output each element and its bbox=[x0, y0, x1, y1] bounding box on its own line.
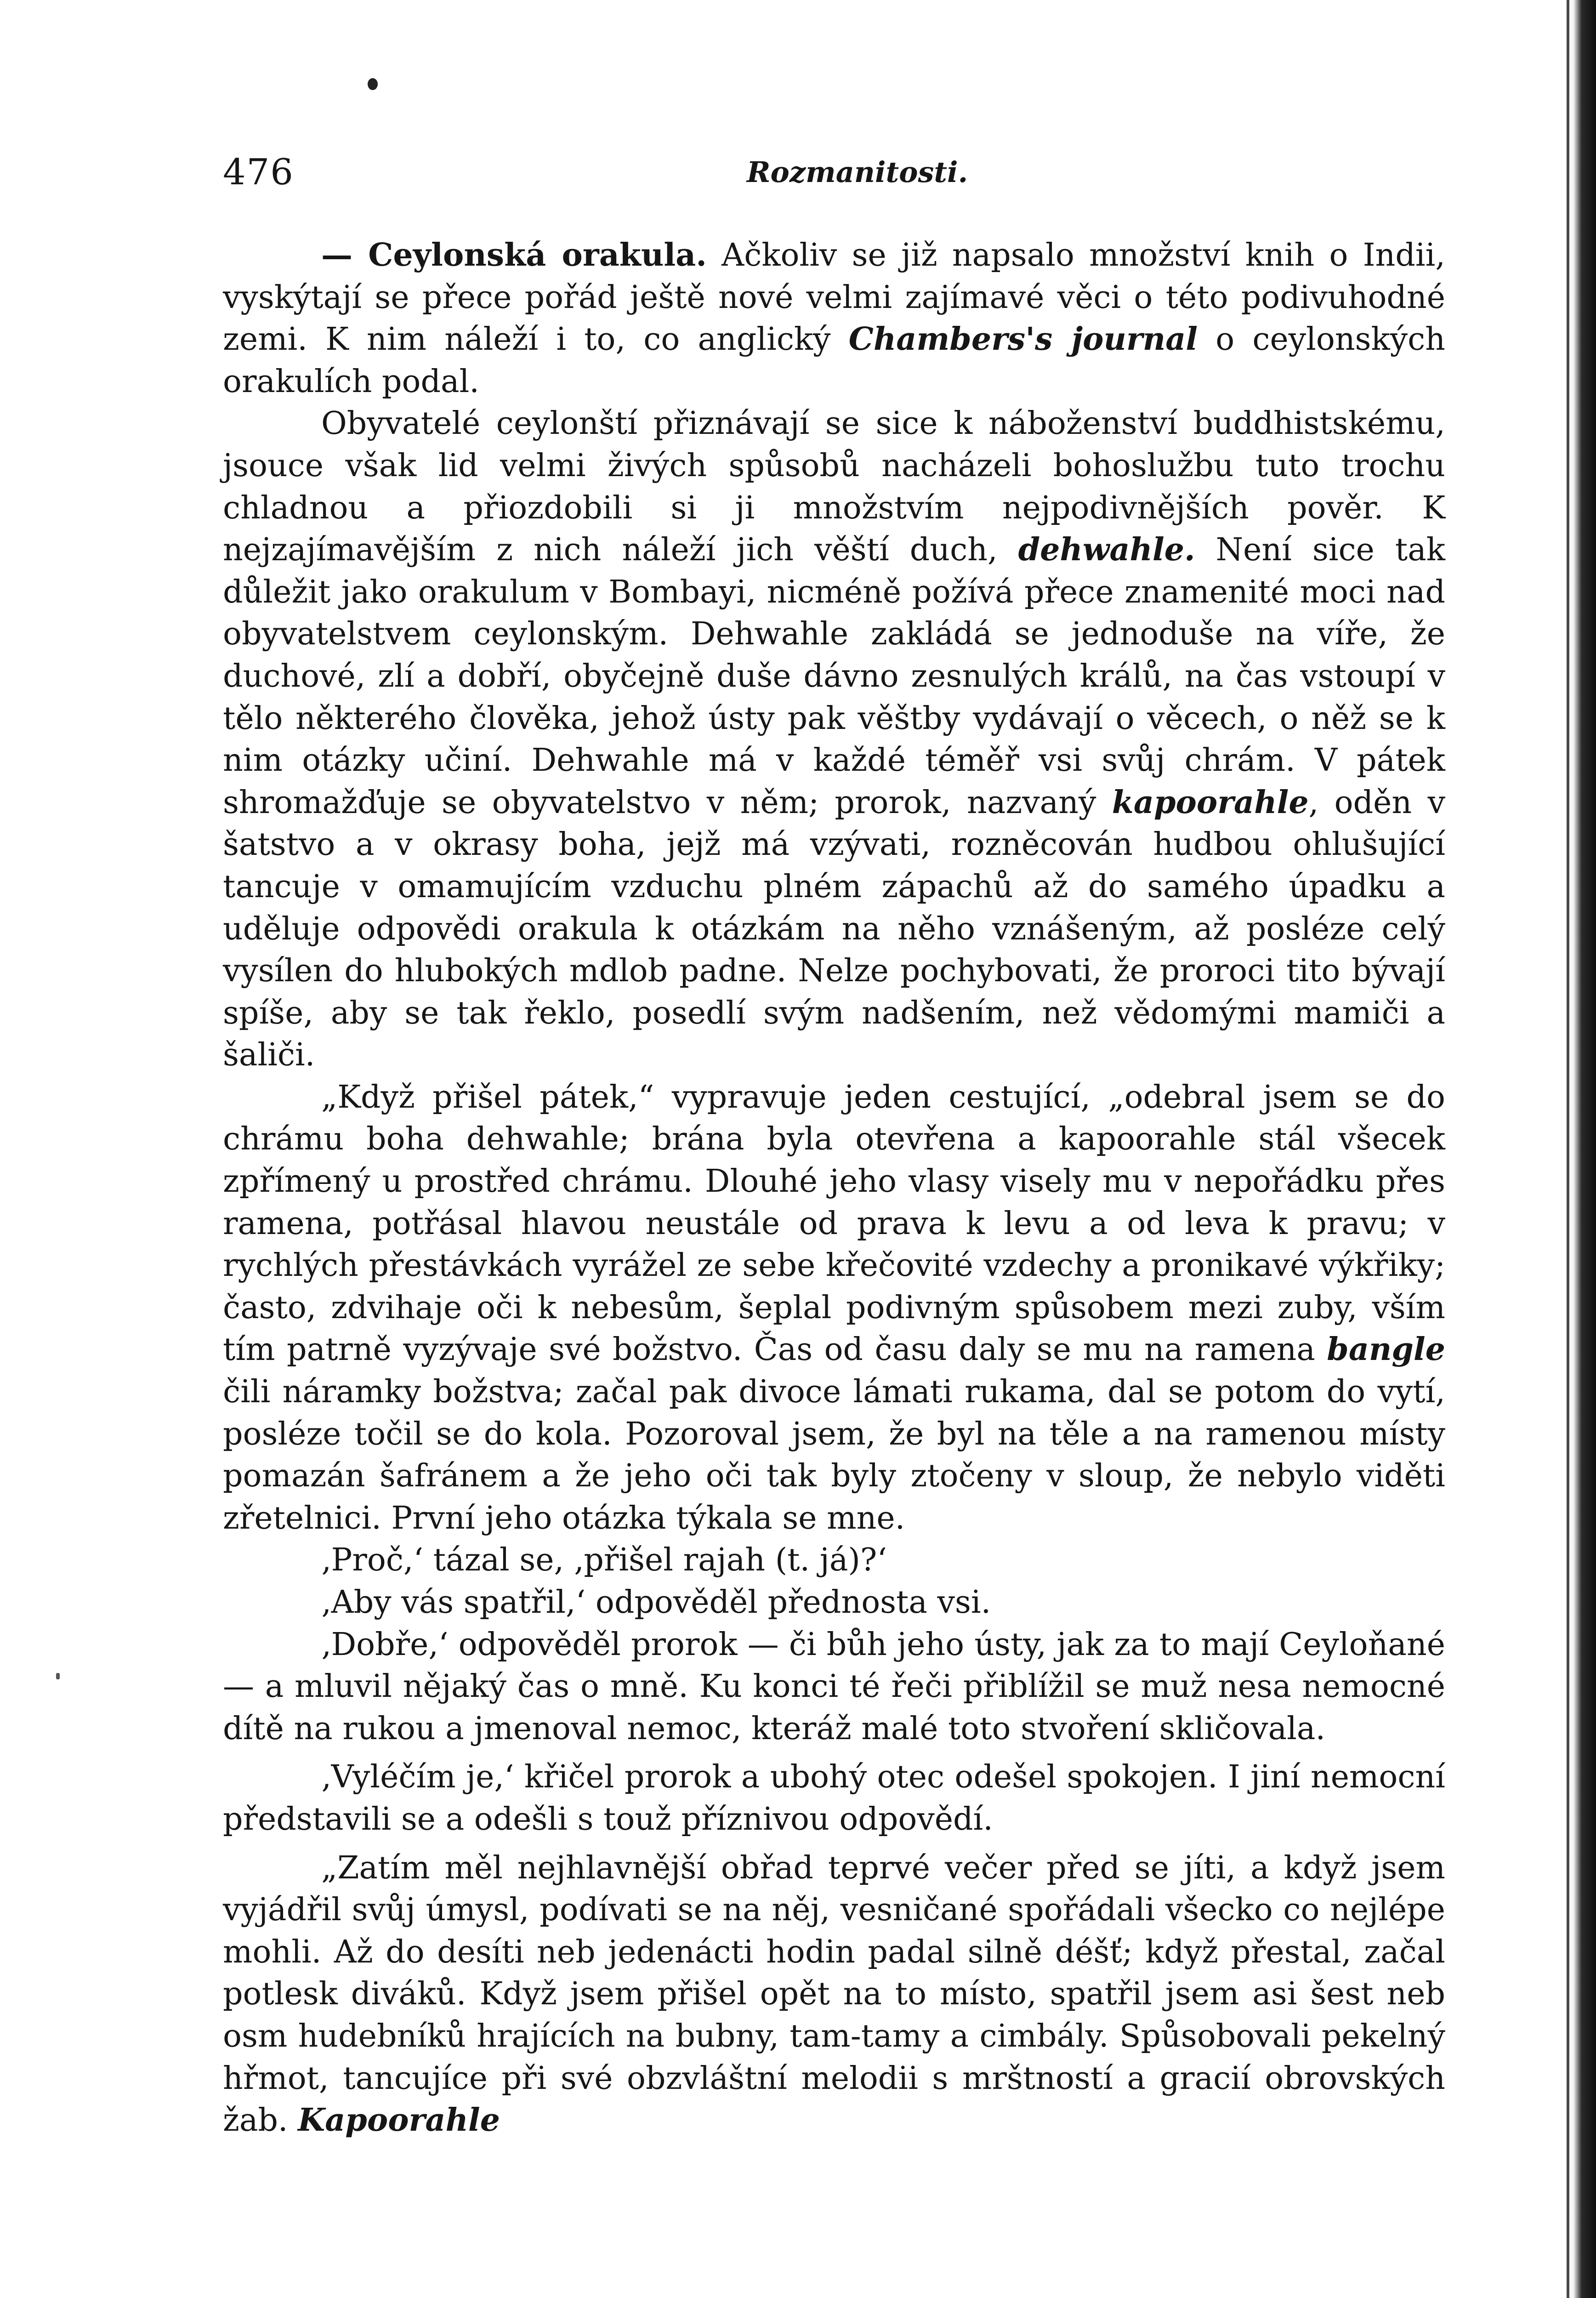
paragraph-text: ‚Vyléčím je,‘ křičel prorok a ubohý otec odešel spokojen. I jiní nemocní představili se a odešli s touž příznivou odpovědí. bbox=[223, 1759, 1445, 1837]
paragraph-text: ‚Dobře,‘ odpověděl prorok — či bůh jeho ústy, jak za to mají Ceyloňané — a mluvil nějaký čas o mně. Ku konci té řeči přiblížil se muž nesa nemocné dítě na rukou a jmenoval nemoc, kteráž malé toto stvoření skličovala. bbox=[223, 1626, 1445, 1747]
paragraph-text: ‚Proč,‘ tázal se, ‚přišel rajah (t. já)?‘ bbox=[321, 1542, 887, 1579]
emphasis-text: Kapoorahle bbox=[298, 2102, 500, 2139]
emphasis-text: Chambers's journal bbox=[848, 321, 1198, 358]
paragraph-text: o ceylonských orakulích podal. bbox=[223, 321, 1446, 400]
article-text bbox=[223, 234, 1445, 2142]
paragraph-text: Ačkoliv se již napsalo množství knih o Indii, vyskýtají se přece pořád ještě nové velmi zajímavé věci o této podivuhodné zemi. K nim náleží i to, co anglický bbox=[223, 237, 1445, 358]
emphasis-text: dehwahle. bbox=[1018, 531, 1195, 569]
paragraph-text: „Zatím měl nejhlavnější obřad teprvé večer před se jíti, a když jsem vyjádřil svůj úmysl, podívati se na něj, vesničané spořádali všecko co nejlépe mohli. Až do desíti neb jedenácti hodin padal silně déšť; když přestal, začal potlesk diváků. Když jsem přišel opět na to místo, spatřil jsem asi šest neb osm hudebníků hrajících na bubny, tam-tamy a cimbály. Spůsobovali pekelný hřmot, tancujíce při své obzvláštní melodii s mrštností a gracií obrovských žab. bbox=[223, 1849, 1445, 2139]
paragraph-text: Obyvatelé ceylonští přiznávají se sice k náboženství buddhistskému, jsouce však lid velmi živých spůsobů nacházeli bohoslužbu tuto trochu chladnou a přiozdobili si ji množstvím nejpodivnějších pověr. K nejzajímavějším z nich náleží jich věští duch, bbox=[223, 405, 1445, 569]
running-title: Rozmanitosti. bbox=[747, 155, 968, 189]
paragraph-text: čili náramky božstva; začal pak divoce lámati rukama, dal se potom do vytí, posléze točil se do kola. Pozoroval jsem, že byl na těle a na ramenou místy pomazán šafránem a že jeho oči tak byly ztočeny v sloup, že nebylo viděti zřetelnici. První jeho otázka týkala se mne. bbox=[223, 1374, 1445, 1536]
scan-edge-line bbox=[1567, 0, 1569, 2298]
page-header bbox=[223, 152, 1441, 202]
paragraph bbox=[223, 1581, 1445, 1624]
paragraph-text: „Když přišel pátek,“ vypravuje jeden cestující, „odebral jsem se do chrámu boha dehwahle; brána byla otevřena a kapoorahle stál všecek zpřímený u prostřed chrámu. Dlouhé jeho vlasy visely mu v nepořádku přes ramena, potřásal hlavou neustále od prava k levu a od leva k pravu; v rychlých přestávkách vyrážel ze sebe křečovité vzdechy a pronikavé výkřiky; často, zdvihaje oči k nebesům, šeplal podivným spůsobem mezi zuby, vším tím patrně vyzývaje své božstvo. Čas od času daly se mu na ramena bbox=[223, 1079, 1445, 1368]
paragraph bbox=[223, 1756, 1445, 1840]
paragraph-text: ‚Aby vás spatřil,‘ odpověděl přednosta vsi. bbox=[321, 1584, 991, 1621]
paragraph bbox=[223, 403, 1445, 1076]
paragraph-text: Není sice tak důležit jako orakulum v Bombayi, nicméně požívá přece znamenité moci nad obyvatelstvem ceylonským. Dehwahle zakládá se jednoduše na víře, že duchové, zlí a dobří, obyčejně duše dávno zesnulých králů, na čas vstoupí v tělo některého člověka, jehož ústy pak věštby vydávají o věcech, o něž se k nim otázky učiní. Dehwahle má v každé téměř vsi svůj chrám. V pátek shromažďuje se obyvatelstvo v něm; prorok, nazvaný bbox=[223, 532, 1445, 821]
paragraph bbox=[223, 234, 1445, 403]
page-number: 476 bbox=[223, 152, 294, 193]
paragraph-text: , oděn v šatstvo a v okrasy boha, jejž má vzývati, rozněcován hudbou ohlušující tancuje v omamujícím vzduchu plném zápachů až do samého úpadku a uděluje odpovědi orakula k otázkám na něho vznášeným, až posléze celý vysílen do hlubokých mdlob padne. Nelze pochybovati, že proroci tito bývají spíše, aby se tak řeklo, posedlí svým nadšením, než vědomými mamiči a šaliči. bbox=[223, 784, 1445, 1074]
section-heading: — Ceylonská orakula. bbox=[321, 237, 707, 273]
paragraph bbox=[223, 1847, 1445, 2142]
paragraph bbox=[223, 1624, 1445, 1750]
paragraph bbox=[223, 1539, 1445, 1581]
paragraph bbox=[223, 1076, 1445, 1540]
emphasis-text: kapoorahle bbox=[1112, 784, 1309, 821]
scan-speck-small bbox=[56, 1673, 60, 1679]
emphasis-text: bangle bbox=[1327, 1331, 1445, 1368]
scan-speck bbox=[368, 78, 378, 90]
